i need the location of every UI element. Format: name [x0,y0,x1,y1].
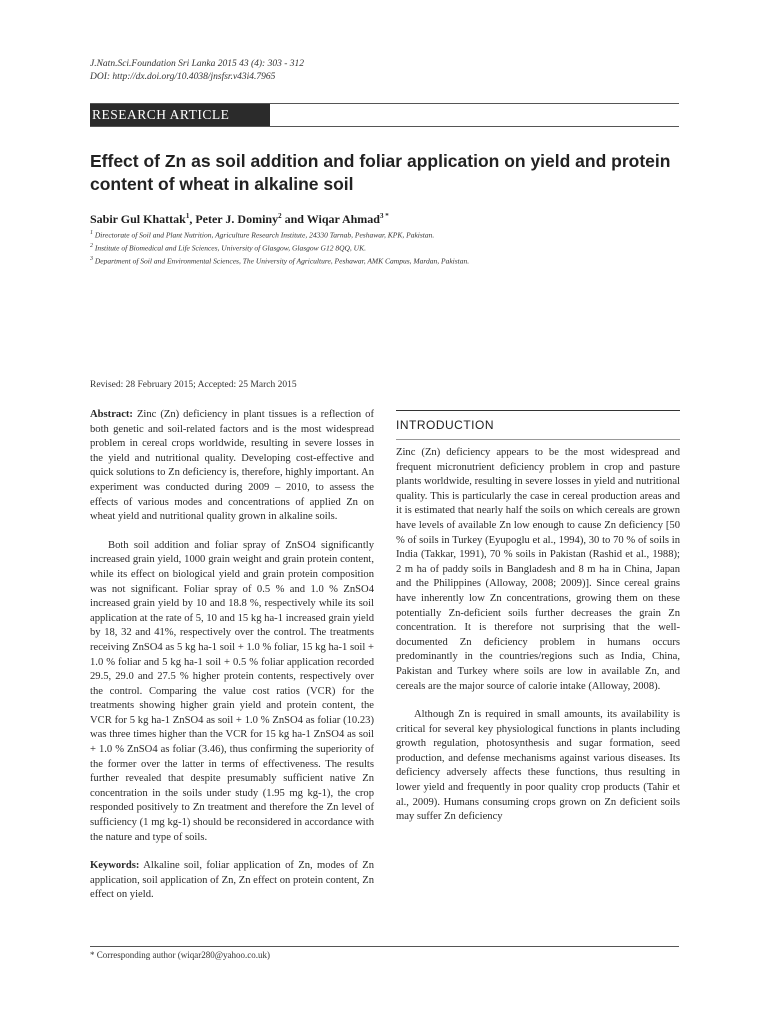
abstract-results-paragraph: Both soil addition and foliar spray of ZnSO4 significantly increased grain yield, 1000 grain weight and grain protein content, while its effect on biological yield and grain protein composition was not significant. Foliar spray of 0.5 % and 1.0 % ZnSO4 increased grain yield by 10 and 18.8 %, respectively while its soil application at the rate of 5, 10 and 15 kg ha-1 increased grain yield by 18, 32 and 41%, respectively over the control. The treatments receiving ZnSO4 as 5 kg ha-1 soil + 1.0 % foliar, 15 kg ha-1 soil + 1.0 % foliar and 5 kg ha-1 soil + 0.5 % foliar application recorded 29.5, 29.0 and 27.5 % higher protein contents, respectively over the control. Comparing the value cost ratios (VCR) for the treatments showing higher grain yield and protein content, the VCR for 5 kg ha-1 ZnSO4 as soil + 1.0 % ZnSO4 as foliar (10.23) was three times higher than the VCR for 15 kg ha-1 ZnSO4 as soil + 1.0 % ZnSO4 as foliar (3.46), thus confirming the superiority of the former over the latter in terms of effectiveness. The results further revealed that despite presumably sufficient native Zn concentration in the soils under study (1.95 mg kg-1), the crop responded positively to Zn treatment and therefore the Zn level of sufficiency (1 mg kg-1) should be reconsidered in accordance with the nature and type of soils. [90,539,374,843]
left-column [90,408,374,903]
author-name: Peter J. Dominy [195,212,279,226]
keywords-label: Keywords: [90,860,140,872]
keywords-text: Alkaline soil, foliar application of Zn, modes of Zn application, soil application of Zn, Zn effect on protein content, Zn effect on yield. [90,860,374,901]
keywords-paragraph [90,859,374,903]
footnote-rule [90,946,679,947]
author-affil-marker: 2 [278,212,282,220]
affiliation-text: Department of Soil and Environmental Sciences, The University of Agriculture, Peshawar, AMK Campus, Mardan, Pakistan. [94,256,470,266]
affiliation-text: Institute of Biomedical and Life Sciences, University of Glasgow, Glasgow G12 8QQ, UK. [94,243,366,253]
author-separator: and [281,212,307,226]
affiliation-marker: 1 [90,230,93,236]
journal-header [90,58,304,84]
affiliation-marker: 2 [90,243,93,249]
revision-dates: Revised: 28 February 2015; Accepted: 25 March 2015 [90,380,297,390]
author-list [90,212,389,227]
right-column [396,446,680,825]
affiliation-text: Directorate of Soil and Plant Nutrition, Agriculture Research Institute, 24330 Tarnab, Peshawar, KPK, Pakistan. [94,230,435,240]
abstract-label: Abstract: [90,409,133,420]
affiliation [90,241,680,254]
introduction-paragraph: Although Zn is required in small amounts, its availability is critical for several key physiological functions in plants including growth regulation, photosynthesis and sugar formation, seed production, and defense mechanisms against various diseases. Its deficiency adversely affects these functions, thus resulting in lower yield and frequently in poor quality crop products (Tahir et al., 2009). Humans consuming crops grown on Zn deficient soils may suffer Zn deficiency [396,709,680,823]
paper-title: Effect of Zn as soil addition and foliar application on yield and protein content of wheat in alkaline soil [90,151,671,194]
author-affil-marker: 1 [185,212,190,220]
affiliation-marker: 3 [90,256,93,262]
introduction-heading: INTRODUCTION [396,410,680,440]
author-name: Wiqar Ahmad [306,212,380,226]
author-separator: , [189,212,196,226]
affiliation [90,254,680,267]
doi-line: DOI: http://dx.doi.org/10.4038/jnsfsr.v43i4.7965 [90,72,276,82]
abstract-paragraph [90,408,374,525]
banner-rule [90,126,679,127]
author-name: Sabir Gul Khattak [90,212,186,226]
introduction-paragraph: Zinc (Zn) deficiency appears to be the most widespread and frequent micronutrient deficiency problem in crop and pasture plants worldwide, resulting in severe losses in yield and nutritional quality. This is particularly the case in cereal production areas and it is estimated that nearly half the soils on which cereals are grown have levels of available Zn low enough to cause Zn deficiency [50 % of soils in Turkey (Eyupoglu et al., 1994), 30 to 70 % of soils in India (Takkar, 1991), 70 % soils in Pakistan (Rashid et al., 1988); 2 m ha of paddy soils in Bangladesh and 8 m ha in China, Japan and the Philippines (Alloway, 2008; 2009)]. Since cereal grains have inherently low Zn concentrations, growing them on these potentially Zn-deficient soils further decreases the grain Zn concentration. It is therefore not surprising that the well-documented Zn deficiency problem in humans occurs predominantly in the countries/regions such as India, China, Pakistan and Turkey where soils are low in available Zn, and cereals are the major source of calorie intake (Alloway, 2008). [396,447,680,692]
abstract-text: Zinc (Zn) deficiency in plant tissues is a reflection of both genetic and soil-related factors and is the most widespread problem in cereal crops worldwide, resulting in severe losses in the yield and nutritional quality. Developing cost-effective and quick solutions to Zn deficiency is, therefore, highly important. An experiment was conducted during 2009 – 2010, to assess the effects of various modes and concentrations of applied Zn on wheat yield and nutritional quality grown in alkaline soils. [90,409,374,523]
author-affil-marker: 3 * [379,212,389,220]
journal-citation: J.Natn.Sci.Foundation Sri Lanka 2015 43 (4): 303 - 312 [90,59,304,69]
corresponding-author-note: * Corresponding author (wiqar280@yahoo.co.uk) [90,950,270,960]
article-type-banner: RESEARCH ARTICLE [90,104,270,126]
affiliation [90,228,680,241]
